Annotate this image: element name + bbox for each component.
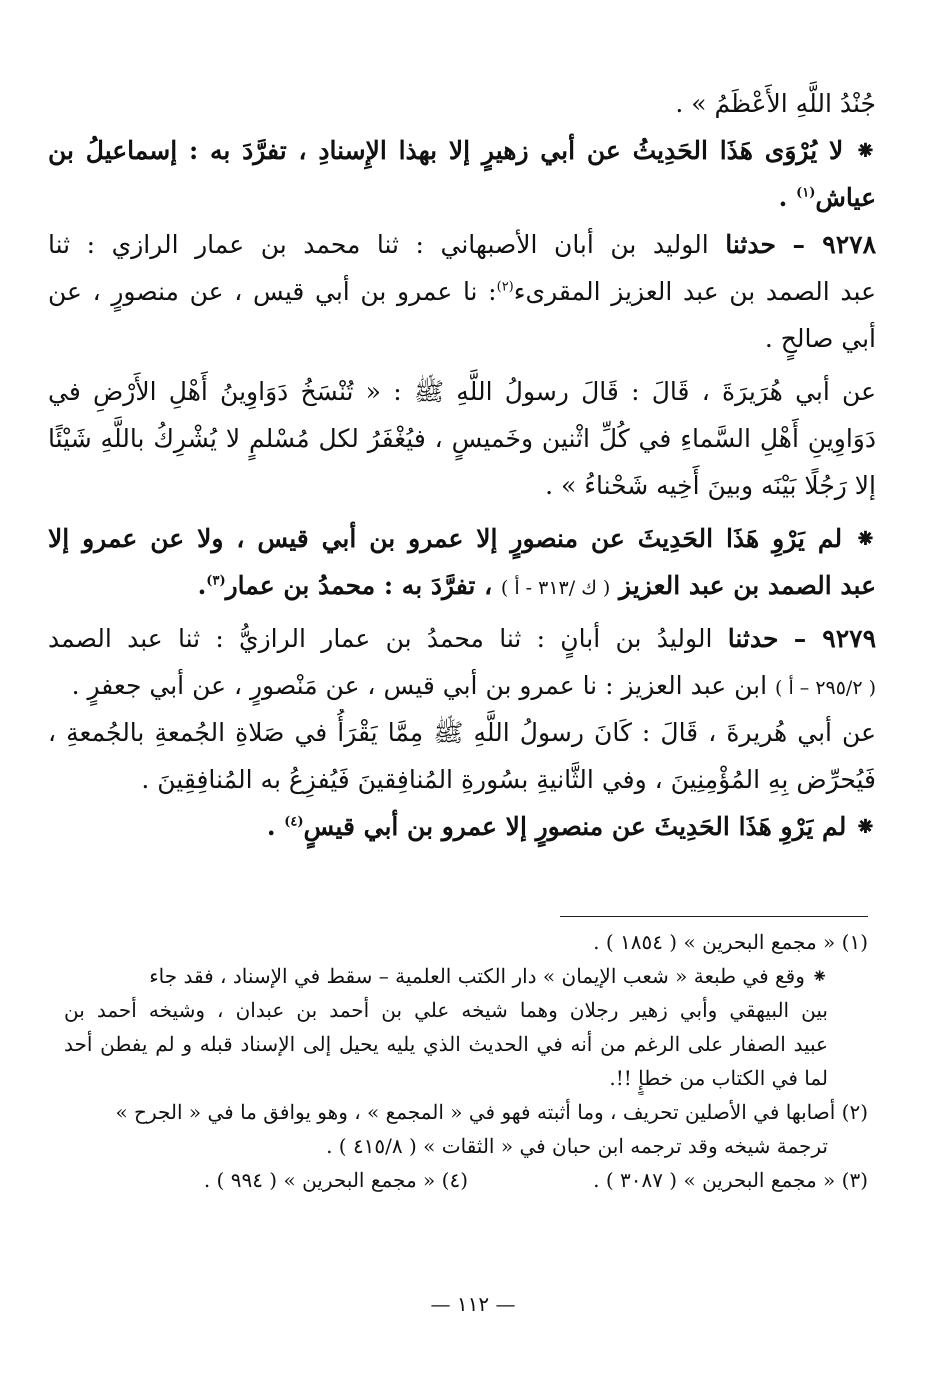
footnote-text: لما في الكتاب من خطإٍ !!. [609, 1066, 828, 1090]
star-icon: ⁕ [855, 812, 876, 841]
line-text: عياش [815, 183, 876, 212]
footnote-text: (٢) أصابها في الأصلين تحريف ، وما أثبته فهو في « المجمع » ، وهو يوافق ما في « الجرح » [115, 1100, 868, 1124]
footnote-text: بين البيهقي وأبي زهير رجلان وهما شيخه علي بن أحمد بن عبدان ، وشيخه أحمد بن [64, 998, 828, 1022]
footnote-ref: (٢) [496, 279, 514, 295]
text-line [48, 462, 876, 509]
line-text: لم يَرْوِ هَذَا الحَدِيثَ عن منصورٍ إلا عمرو بن أبي قيسٍ [303, 812, 847, 841]
comment-line [48, 803, 876, 850]
footnotes [64, 925, 868, 1197]
line-text: عبد الصمد بن عبد العزيز المقرىء [513, 277, 876, 306]
comment-line [48, 174, 876, 221]
hadith-header [48, 221, 876, 268]
star-icon: ⁕ [855, 524, 876, 553]
footnote-ref: (٣) [206, 573, 226, 589]
footnote-2-cont [64, 1129, 868, 1163]
comment-line [48, 515, 876, 562]
hadith-number: ٩٢٧٩ – [793, 624, 876, 653]
text-line [48, 756, 876, 803]
footnote-ref: (١) [796, 185, 816, 201]
manuscript-ref: ( ك /٣١٣ - أ ) [500, 577, 611, 599]
footnote-text: (١) « مجمع البحرين » ( ١٨٥٤ ) . [593, 930, 868, 954]
line-text: أبي صالحٍ . [764, 324, 876, 353]
line-text: جُنْدُ اللَّهِ الأَعْظَمُ » . [675, 89, 876, 118]
footnote-ref: (٤) [284, 814, 304, 830]
footnote-1-comment [64, 959, 868, 993]
line-text: . [197, 571, 207, 600]
line-text: الوليد بن أبان الأصبهاني : ثنا محمد بن عمار الرازي : ثنا [48, 230, 709, 259]
line-text: عبد الصمد بن عبد العزيز [619, 571, 876, 600]
text-line [48, 709, 876, 756]
text-line [48, 80, 876, 127]
line-text: عن أبي هُرَيرَةَ ، قَالَ : قَالَ رسولُ اللَّهِ ﷺ : « تُنْسَخُ دَوَاوِينُ أَهْلِ الأَرْضِ في [48, 377, 876, 406]
manuscript-ref: ( ٢٩٥/٢ – أ ) [775, 677, 876, 699]
comment-line [48, 127, 876, 174]
footnote-2 [64, 1095, 868, 1129]
hadith-header [48, 615, 876, 662]
line-text: فَيُحرِّض بِهِ المُؤْمِنِينَ ، وفي الثَّانيةِ بسُورةِ المُنافِقينَ فَيُفزِعُ به المُنافِقِينَ . [141, 765, 876, 794]
line-text: الوليدُ بن أبانٍ : ثنا محمدُ بن عمار الرازيُّ : ثنا عبد الصمد [48, 624, 713, 653]
line-text: لم يَرْوِ هَذَا الحَدِيثَ عن منصورٍ إلا عمرو بن أبي قيس ، ولا عن عمرو إلا [48, 524, 843, 553]
line-text: إلا رَجُلًا بَيْنَه وبينَ أَخِيه شَحْناءُ » . [545, 471, 876, 500]
line-text: ابن عبد العزيز : نا عمرو بن أبي قيس ، عن مَنْصورٍ ، عن أبي جعفرٍ . [71, 671, 768, 700]
line-text: . [266, 812, 285, 841]
text-line [48, 268, 876, 315]
line-text: لا يُرْوَى هَذَا الحَدِيثُ عن أبي زهيرٍ إلا بهذا الإِسنادِ ، تفرَّدَ به : إسماعيلُ بن [48, 136, 844, 165]
footnote-3: (٣) « مجمع البحرين » ( ٣٠٨٧ ) . [593, 1168, 868, 1192]
line-text: . [778, 183, 797, 212]
line-text: دَوَاوِينِ أَهْلِ السَّماءِ في كُلِّ اثْنين وخَميسٍ ، فيُغْفَرُ لكل مُسْلمٍ لا يُشْرِكُ باللَّهِ شَيْئًا [48, 424, 876, 453]
footnote-1-comment [64, 1027, 868, 1061]
line-text: : نا عمرو بن أبي قيس ، عن منصورٍ ، عن [48, 277, 497, 306]
hadith-lead: حدثنا [725, 230, 776, 259]
text-line [48, 662, 876, 709]
star-icon: ⁕ [855, 136, 876, 165]
page-number: — ١١٢ — [430, 1292, 516, 1316]
footnote-1-comment [64, 1061, 868, 1095]
hadith-lead: حدثنا [727, 624, 779, 653]
text-line [48, 415, 876, 462]
footnotes-3-4 [64, 1163, 868, 1197]
footnote-text: عبيد الصفار على الرغم من أنه في الحديث الذي يليه يحيل إلى الإسناد قبله و لم يفطن أحد [64, 1032, 828, 1056]
hadith-number: ٩٢٧٨ – [792, 230, 876, 259]
footnote-text: ⁕ وقع في طبعة « شعب الإيمان » دار الكتب العلمية – سقط في الإسناد ، فقد جاء [149, 964, 828, 988]
comment-line [48, 562, 876, 609]
footnote-1-comment [64, 993, 868, 1027]
footnote-4: (٤) « مجمع البحرين » ( ٩٩٤ ) . [203, 1168, 468, 1192]
footnote-1 [64, 925, 868, 959]
footnote-separator [560, 916, 868, 917]
main-text [48, 80, 876, 850]
text-line [48, 315, 876, 362]
line-text: عن أبي هُريرةَ ، قَالَ : كَانَ رسولُ اللَّهِ ﷺ مِمَّا يَقْرَأُ في صَلاةِ الجُمعةِ بالجُمعةِ ، [48, 718, 876, 747]
line-text: ، تفرَّدَ به : محمدُ بن عمار [225, 571, 493, 600]
text-line [48, 368, 876, 415]
footnote-text: ترجمة شيخه وقد ترجمه ابن حبان في « الثقات » ( ٤١٥/٨ ) . [326, 1134, 828, 1158]
